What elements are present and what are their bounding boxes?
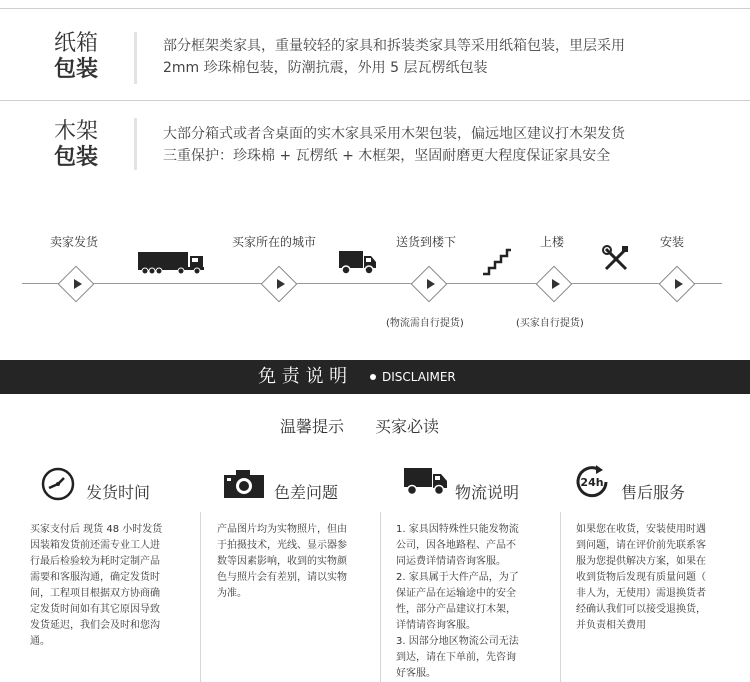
column-text-color-difference — [217, 522, 373, 602]
carton-text-line1: 部分框架类家具，重量较轻的家具和拆装类家具等采用纸箱包装，里层采用 — [163, 38, 625, 54]
step-label-downstairs: 送货到楼下 — [396, 235, 457, 249]
text-line: 行最后检验较为耗时定制产品 — [30, 556, 160, 567]
play-icon — [74, 279, 82, 289]
text-line: 公司，因各地路程、产品不 — [396, 540, 516, 551]
text-line: 发货延迟，我们会及时和您沟 — [30, 620, 160, 631]
wooden-text-line2: 三重保护：珍珠棉 + 瓦楞纸 + 木框架，坚固耐磨更大程度保证家具安全 — [163, 148, 611, 164]
step-label-install: 安装 — [660, 235, 685, 249]
play-icon — [277, 279, 285, 289]
text-line: 需要和客服沟通，确定发货时 — [30, 572, 160, 583]
column-divider — [200, 512, 201, 682]
column-text-after-sales — [576, 522, 732, 634]
carton-packaging-title — [46, 31, 106, 83]
column-text-logistics — [396, 522, 552, 682]
top-divider — [0, 8, 750, 9]
wooden-frame-packaging-title — [46, 119, 106, 171]
text-line: 数等因素影响，收到的实物颜 — [217, 556, 347, 567]
subtitle-must-read: 买家必读 — [375, 417, 440, 436]
column-title-shipping-time: 发货时间 — [86, 483, 151, 502]
process-line — [22, 283, 722, 284]
text-line: 详情请咨询客服。 — [396, 620, 476, 631]
text-line: 因装箱发货前还需专业工人进 — [30, 540, 160, 551]
text-line: 2. 家具属于大件产品，为了 — [396, 572, 519, 583]
column-text-shipping-time — [30, 522, 186, 650]
bullet-dot-icon — [370, 374, 376, 380]
disclaimer-title-en: DISCLAIMER — [382, 370, 456, 384]
text-line: 色与照片会有差别，请以实物 — [217, 572, 347, 583]
text-line: 产品图片均为实物照片，但由 — [217, 524, 347, 535]
camera-icon — [222, 468, 266, 500]
text-line: 为准。 — [217, 588, 247, 599]
svg-text:24h: 24h — [580, 476, 604, 489]
tools-icon — [602, 245, 630, 273]
text-line: 1. 家具因特殊性只能发物流 — [396, 524, 519, 535]
column-divider — [560, 512, 561, 682]
column-title-logistics: 物流说明 — [455, 483, 520, 502]
play-icon — [427, 279, 435, 289]
column-title-color-difference: 色差问题 — [274, 483, 339, 502]
text-line: 如果您在收货，安装使用时遇 — [576, 524, 706, 535]
text-line: 服为您提供解决方案，如果在 — [576, 556, 706, 567]
wooden-accent-bar — [134, 118, 137, 170]
text-line: 非人为，无使用）需退换货者 — [576, 588, 706, 599]
truck-small-icon — [338, 248, 378, 276]
carton-title-line2: 包装 — [53, 57, 98, 82]
play-icon — [675, 279, 683, 289]
text-line: 于拍摄技术，光线、显示器参 — [217, 540, 347, 551]
packaging-divider — [0, 100, 750, 101]
wooden-title-line2: 包装 — [53, 145, 98, 170]
column-title-after-sales: 售后服务 — [621, 483, 686, 502]
truck-icon — [402, 466, 450, 496]
play-icon — [552, 279, 560, 289]
stairs-icon — [481, 248, 513, 276]
text-line: 保证产品在运输途中的安全 — [396, 588, 516, 599]
24h-service-icon — [572, 462, 612, 502]
text-line: 到问题，请在评价前先联系客 — [576, 540, 706, 551]
disclaimer-banner — [0, 360, 750, 394]
text-line: 收到货物后发现有质量问题（ — [576, 572, 706, 583]
carton-title-line1: 纸箱 — [53, 31, 98, 56]
step-label-seller-ships: 卖家发货 — [50, 235, 99, 249]
text-line: 经确认我们可以接受退换货， — [576, 604, 706, 615]
subtitle-tips: 温馨提示 — [280, 417, 345, 436]
text-line: 间，工程项目根据双方协商确 — [30, 588, 160, 599]
text-line: 通。 — [30, 636, 50, 647]
text-line: 定发货时间如有其它原因导致 — [30, 604, 160, 615]
step-label-upstairs: 上楼 — [540, 235, 565, 249]
wooden-title-line1: 木架 — [53, 119, 98, 144]
text-line: 3. 因部分地区物流公司无法 — [396, 636, 519, 647]
step-label-buyer-city: 买家所在的城市 — [232, 235, 317, 249]
truck-large-icon — [137, 250, 209, 276]
note-logistics-pickup: (物流需自行提货) — [386, 318, 464, 329]
clock-icon — [40, 466, 76, 502]
note-buyer-pickup: (买家自行提货) — [516, 318, 584, 329]
wooden-text-line1: 大部分箱式或者含桌面的实木家具采用木架包装，偏远地区建议打木架发货 — [163, 126, 625, 142]
carton-text-line2: 2mm 珍珠棉包装，防潮抗震，外用 5 层瓦楞纸包装 — [163, 60, 488, 76]
text-line: 同运费详情请咨询客服。 — [396, 556, 506, 567]
text-line: 性，部分产品建议打木架， — [396, 604, 516, 615]
text-line: 买家支付后 现货 48 小时发货 — [30, 524, 163, 535]
carton-accent-bar — [134, 32, 137, 84]
carton-packaging-text — [163, 35, 723, 79]
text-line: 到达，请在下单前，先咨询 — [396, 652, 516, 663]
wooden-packaging-text — [163, 123, 723, 167]
disclaimer-title-cn: 免 责 说 明 — [258, 366, 348, 387]
column-divider — [380, 512, 381, 682]
text-line: 好客服。 — [396, 668, 436, 679]
text-line: 并负责相关费用 — [576, 620, 646, 631]
